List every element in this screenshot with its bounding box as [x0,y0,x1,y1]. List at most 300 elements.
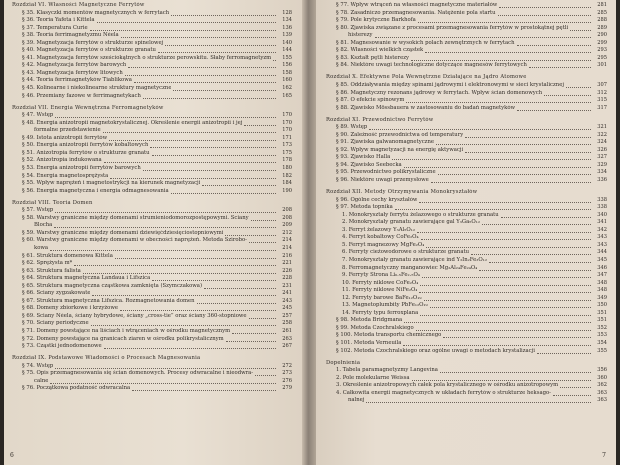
toc-entry [326,287,609,295]
toc-entry [12,313,294,321]
toc-page-number: 178 [282,157,292,164]
toc-page-number: 156 [282,62,292,69]
toc-page-number: 272 [282,362,292,369]
dot-leader [471,252,591,255]
toc-entry [12,142,294,150]
toc-entry [326,212,609,220]
toc-entry-title: § 52. Anizotropia indukowana [22,157,102,164]
toc-entry [326,105,609,113]
toc-entry [326,227,609,235]
toc-entry [12,55,294,63]
toc-entry [326,382,609,390]
dot-leader [392,157,591,160]
dot-leader [544,93,591,96]
toc-entry-title: § 90. Zależność przewodnictwa od temperatury [336,131,464,138]
toc-entry [12,207,294,215]
toc-page-number: 144 [282,47,292,54]
dot-leader [465,135,591,138]
toc-page-number: 295 [597,54,607,61]
toc-page-number: 162 [282,85,292,92]
dot-leader [165,43,276,46]
toc-entry [12,85,294,93]
toc-page-number: 258 [282,320,292,327]
dot-leader [249,240,276,243]
toc-page-number: 290 [597,32,607,39]
toc-entry [326,90,609,98]
dot-leader [420,313,591,316]
toc-page-number: 301 [597,62,607,69]
toc-entry [12,112,294,120]
toc-entry-title: § 93. Zjawisko Halla [336,154,391,161]
toc-entry-title: § 99. Metoda Czochralskiego [336,324,414,331]
dot-leader [418,20,591,23]
toc-entry [326,249,609,257]
dot-leader [97,20,276,23]
toc-page-number: 349 [597,294,607,301]
toc-entry [12,320,294,328]
toc-entry [12,253,294,261]
toc-entry [12,32,294,40]
toc-entry [326,97,609,105]
toc-entry [326,340,609,348]
toc-page-number: 173 [282,142,292,149]
chapter-title: Rozdział VIII. Teoria Domen [12,199,93,206]
toc-entry-title: § 35. Klasyczki momentów magnetycznych w ferrytach [22,9,170,16]
toc-entry [326,390,609,398]
toc-page-number: 299 [597,39,607,46]
dot-leader [517,43,591,46]
toc-page-number: 348 [597,279,607,286]
toc-entry-title: 7. Monokryształy granatu zawierające ind Y₃In₂Fe₃O₁₂ [342,257,487,263]
toc-page-number: 216 [282,252,292,259]
chapter-title: Rozdział VI. Własności Magnetyczne Ferrytów [12,2,145,8]
toc-entry [12,93,294,101]
toc-entry-title: § 102. Metoda Czochralskiego oraz ogólne uwagi o metodach krystalizacji [336,347,535,354]
toc-entry-title: nalnej [348,397,365,404]
dot-leader [171,191,276,194]
dot-leader [273,58,276,61]
chapter-title: Rozdział XII. Metody Otrzymywania Monokryształów [326,189,478,196]
toc-page-number: 243 [282,297,292,304]
dot-leader [204,286,276,289]
toc-entry [12,245,294,253]
toc-entry [326,10,609,18]
dot-leader [152,153,276,156]
toc-entry-title: § 87. O efekcie spinowym [336,97,405,104]
dot-leader [465,150,591,153]
toc-entry-title: § 75. Opis przemagnesowania się ścian domenowych. Procesy odwracalne i nieodwra- [22,370,254,377]
toc-page-number: 160 [282,77,292,84]
dot-leader [249,316,276,319]
dot-leader [420,283,591,286]
toc-entry [326,295,609,303]
dot-leader [202,183,276,186]
toc-entry [326,2,609,10]
toc-entry-title: § 64. Struktura magnetyczna Landaua i Lifszica [22,275,151,282]
dot-leader [443,335,591,338]
dot-leader [375,35,591,38]
toc-page-number: 285 [597,9,607,16]
dot-leader [158,50,276,53]
toc-entry-title: § 42. Magnetyzacja ferrytów barowych [22,62,127,69]
toc-entry [326,47,609,55]
page-number-left: 6 [10,452,14,459]
toc-entry [326,124,609,132]
dot-leader [120,308,276,311]
dot-leader [411,58,591,61]
toc-entry [326,332,609,340]
toc-page-number: 226 [282,267,292,274]
toc-page-number: 338 [597,204,607,211]
toc-entry-title: § 40. Magnetyzacja ferrytów o strukturze granatu [22,47,156,54]
toc-page-number: 170 [282,119,292,126]
toc-entry [12,10,294,18]
toc-page-number: 353 [597,332,607,339]
toc-entry [326,204,609,212]
toc-entry [326,25,609,33]
toc-entry [12,260,294,268]
toc-entry-title: § 85. Oddziaływania między spinami jądrowymi i elektronowymi w sieci krystalicznej [336,81,564,88]
toc-entry [326,348,609,356]
dot-leader [121,35,276,38]
toc-page-number: 281 [597,2,607,8]
toc-entry [12,215,294,223]
toc-page-number: 165 [282,92,292,99]
toc-entry [12,165,294,173]
toc-entry [326,62,609,70]
toc-entry-title: § 46. Przemiany fazowe w ferrimagnetykach [22,92,141,99]
dot-leader [125,73,276,76]
dot-leader [83,271,276,274]
toc-page-number: 208 [282,207,292,214]
chapter-heading [12,355,294,363]
toc-entry [326,154,609,162]
toc-entry-title: § 44. Teoria ferrimagnetyków Tiablikowa [22,77,132,84]
dot-leader [225,233,276,236]
toc-page-number: 261 [282,327,292,334]
toc-entry-title: 3. Ferryt żelazowy Y₃Al₅O₁₂ [342,226,415,233]
dot-leader [255,373,276,376]
toc-page-number: 334 [597,169,607,176]
toc-page-number: 214 [282,244,292,251]
dot-leader [110,176,276,179]
dot-leader [421,237,591,240]
toc-entry-title: § 91. Zjawiska galwanomagnetyczne [336,139,434,146]
toc-entry-title: § 81. Magnesowanie w wysokich polach zewnętrznych w ferrytach [336,39,515,46]
toc-entry [326,132,609,140]
toc-entry-title: § 58. Warstwy graniczne między domenami strumieniodomorozpostępowymi. Ściany [22,214,249,221]
chapter-title: Rozdział VII. Energia Wewnętrzna Ferromagnetyków [12,104,164,111]
toc-entry [12,222,294,230]
toc-entry [326,32,609,40]
dot-leader [55,366,276,369]
chapter-heading [12,105,294,113]
toc-page-number: 315 [597,97,607,104]
dot-leader [50,381,276,384]
dot-leader [115,256,276,259]
toc-entry-title: § 77. Wpływ wtrąceń na własności magnetyczne materiałów [336,2,498,8]
toc-page-number: 340 [597,211,607,218]
toc-entry-title: 13. Magnetoplumbity PbFe₁₂O₁₉ [342,302,428,309]
dot-leader [369,127,591,130]
toc-entry-title: § 63. Struktura falista [22,267,81,274]
toc-entry-title: 6. Ferryty cieżowodorowe o strukturze granatu [342,249,470,256]
toc-entry-title: § 97. Metoda topnika [336,204,393,211]
dot-leader [404,165,591,168]
chapter-heading [326,360,609,368]
toc-entry [326,40,609,48]
toc-page-number: 289 [597,24,607,31]
toc-entry-title: 12. Ferryty barowe BaFe₁₂O₁₉ [342,294,422,301]
toc-entry [12,275,294,283]
toc-entry-title: § 38. Teoria ferrimagnetyzmu Néela [22,32,119,39]
page-number-right: 7 [602,452,606,459]
toc-entry-title: § 83. Kształt pętli histerezy [336,54,409,61]
dot-leader [132,388,276,391]
toc-entry-title: § 61. Struktura domenowa Kittela [22,252,113,259]
toc-entry-title: § 51. Anizotropia ferrytów o strukturze granatu [22,149,150,156]
dot-leader [226,339,276,342]
dot-leader [128,65,276,68]
dot-leader [232,331,276,334]
toc-entry [326,234,609,242]
dot-leader [570,28,591,31]
toc-page-number: 362 [597,382,607,389]
toc-page-number: 317 [597,104,607,111]
toc-entry [326,265,609,273]
dot-leader [134,80,276,83]
toc-page-number: 356 [597,367,607,374]
toc-entry [326,162,609,170]
toc-entry-title: 2. Pole molekularne Weissa [336,374,410,381]
toc-entry-title: § 100. Metoda transportu chemicznego [336,332,442,339]
dot-leader [143,96,276,99]
toc-entry [326,219,609,227]
toc-page-number: 263 [282,335,292,342]
toc-page-number: 347 [597,272,607,279]
toc-page-number: 344 [597,249,607,256]
dot-leader [109,138,276,141]
chapter-title: Rozdział IX. Podstawowe Wiadomości o Procesach Magnesowania [12,355,201,362]
toc-page-number: 312 [597,89,607,96]
toc-entry-title: § 71. Domeny powstające na liściach i wtrąceniach w ośrodku magnetycznym [22,327,231,334]
dot-leader [173,88,276,91]
toc-entry [12,363,294,371]
toc-entry [12,25,294,33]
toc-entry-title: § 70. Ściany periodyczne [22,320,89,327]
chapter-title: Dopełnienia [326,359,361,366]
toc-entry-title: 8. Ferromagnetyczny manganowiec Mg₃Al₂₄Fe₂₄O₄ [342,264,478,271]
toc-entry-title: § 78. Zasadniczo przemagnesowania. Natężenie pola startu [336,9,496,16]
dot-leader [171,13,276,16]
toc-page-number: 324 [597,139,607,146]
toc-page-number: 182 [282,172,292,179]
toc-entry-title: § 50. Energia anizotropii ferrytów kobaltowych [22,142,149,149]
book-gutter [302,0,316,465]
toc-page-number: 352 [597,324,607,331]
dot-leader [92,293,276,296]
toc-entry-title: § 43. Magnetyzacja ferrytów litowych [22,69,123,76]
dot-leader [416,328,591,331]
toc-entry-title: § 47. Wstęp [22,112,54,119]
toc-entry-title: 9. Ferryty Strona Li₀.₅Fe₂.₅O₄ [342,272,420,279]
toc-entry-title: § 84. Niektóre uwagi technologiczne dotyczące magnesów ferrytowych [336,62,527,69]
toc-entry [326,257,609,265]
dot-leader [104,346,276,349]
right-page [316,0,616,465]
toc-page-number: 245 [282,305,292,312]
dot-leader [438,172,591,175]
toc-entry-title: § 86. Magnetyczny rezonans jądrowy w ferrytach. Wpływ ścian domenowych [336,89,543,96]
dot-leader [244,123,276,126]
dot-leader [152,278,276,281]
toc-entry [326,197,609,205]
toc-entry-title: § 94. Zjawisko Seebecka [336,161,402,168]
toc-page-number: 321 [597,124,607,131]
toc-page-number: 241 [282,290,292,297]
toc-page-number: 307 [597,81,607,88]
toc-entry-title: § 66. Ściany zygzakowate [22,290,91,297]
toc-entry-title: § 36. Teoria Yafeta i Kittela [22,17,95,24]
toc-page-number: 208 [282,214,292,221]
toc-page-number: 348 [597,287,607,294]
toc-entry-title: 1. Monokryształy ferrytu żelazowego o strukturze granatu [342,211,499,218]
toc-entry-title: 4. Całkowita energii magnetycznych w układach ferrytów o strukturze heksago- [336,389,551,396]
toc-entry [326,17,609,25]
dot-leader [50,248,276,251]
chapter-title: Rozdział X. Efektywne Pola Wewnętrzne Działające na Jądro Atomowe [326,74,527,81]
toc-page-number: 327 [597,154,607,161]
toc-page-number: 231 [282,282,292,289]
toc-left-column [12,2,294,393]
toc-entry-title: 5. Ferryt magnezowy MgFe₂O₄ [342,241,425,248]
toc-entry-title: calne [34,377,49,384]
dot-leader [553,393,591,396]
toc-page-number: 228 [282,275,292,282]
toc-entry [326,272,609,280]
toc-entry-title: § 53. Energia anizotropii ferrytów barowych [22,164,141,171]
dot-leader [419,200,591,203]
toc-page-number: 139 [282,32,292,39]
toc-entry [326,139,609,147]
dot-leader [104,160,276,163]
dot-leader [431,180,591,183]
toc-entry-title: § 37. Temperatura Curie [22,24,88,31]
toc-entry [12,150,294,158]
toc-entry-title: § 41. Magnetyzacja ferrytów sześciokątnych o strukturze perowskitu. Słaby ferromagnetyzm [22,54,272,61]
toc-entry-title: § 88. Zjawisko Mössbauera w zastosowaniu do badań magnetyków [336,104,516,111]
toc-entry-title: § 48. Energia anizotropii magnetokrystalicznej. Określenie energii anizotropii i jej [22,119,243,126]
dot-leader [499,5,591,8]
toc-entry-title: 4. Ferryt kobaltowy CoFe₂O₄ [342,234,419,241]
toc-page-number: 170 [282,112,292,119]
dot-leader [55,210,276,213]
toc-page-number: 155 [282,54,292,61]
toc-page-number: 190 [282,187,292,194]
toc-entry-title: § 89. Wstęp [336,124,368,131]
dot-leader [436,142,591,145]
toc-right-column [326,2,609,405]
dot-leader [197,301,276,304]
toc-page-number: 293 [597,47,607,54]
toc-page-number: 273 [282,370,292,377]
toc-page-number: 336 [597,177,607,184]
toc-page-number: 363 [597,389,607,396]
toc-page-number: 322 [597,131,607,138]
toc-entry [12,62,294,70]
chapter-title: Rozdział XI. Przewodnictwo Ferrytów [326,116,434,123]
toc-entry [12,385,294,393]
toc-entry-title: § 74. Wstęp [22,362,54,369]
toc-page-number: 134 [282,17,292,24]
toc-page-number: 276 [282,377,292,384]
dot-leader [501,215,591,218]
toc-entry [12,173,294,181]
dot-leader [404,320,591,323]
toc-page-number: 175 [282,149,292,156]
toc-entry [12,120,294,128]
toc-page-number: 343 [597,241,607,248]
toc-entry-title: Blocha [34,222,53,229]
toc-entry [326,147,609,155]
chapter-heading [326,189,609,197]
dot-leader [517,108,591,111]
dot-leader [103,130,276,133]
dot-leader [566,85,591,88]
toc-entry-title: § 98. Metoda Bridgmana [336,317,403,324]
toc-entry-title: 1. Tabela paramagnetyzmy Langevina [336,367,438,374]
toc-entry-title: § 49. Istota anizotropii ferrytów [22,134,108,141]
dot-leader [424,298,591,301]
toc-page-number: 279 [282,385,292,392]
toc-entry-title: § 62. Sprężysta m* [22,260,73,267]
dot-leader [417,230,591,233]
toc-page-number: 354 [597,340,607,347]
toc-entry [12,268,294,276]
dot-leader [150,145,276,148]
toc-entry [326,302,609,310]
toc-entry [326,375,609,383]
dot-leader [54,225,276,228]
toc-entry-title: § 79. Pole krytyczne Barkhofa [336,17,416,24]
toc-entry-title: § 68. Domeny zbiorkowe i krzyżowe [22,305,119,312]
toc-entry [326,177,609,185]
toc-entry-title: formalne przedstawienie [34,127,101,134]
toc-entry [12,135,294,143]
toc-entry-title: § 101. Metoda Verneuila [336,340,402,347]
dot-leader [403,343,591,346]
toc-entry-title: § 82. Własności wielkich cząstek [336,47,424,54]
toc-page-number: 338 [597,196,607,203]
dot-leader [90,28,276,31]
dot-leader [426,245,591,248]
dot-leader [482,222,591,225]
toc-entry-title: histerezy [348,32,373,39]
toc-entry-title: § 55. Wpływ naprężeń i magnetostrykcji na kierunek magnetyzacji [22,180,201,187]
toc-page-number: 184 [282,180,292,187]
toc-entry [326,280,609,288]
dot-leader [91,323,276,326]
toc-entry-title: 2. Monokryształy granatu zawierające gal Y₃Ga₅O₁₂ [342,219,480,226]
toc-entry-title: § 60. Warstwy graniczne między domenami w obecności naprężeń. Metoda Szirobo- [22,237,247,244]
toc-entry-title: § 45. Kolinearne i niekolinearne struktury magnetyczne [22,85,172,92]
toc-page-number: 180 [282,164,292,171]
toc-page-number: 346 [597,264,607,271]
toc-page-number: 140 [282,39,292,46]
toc-entry [326,367,609,375]
toc-entry [12,157,294,165]
toc-entry-title: § 69. Ściany Néela, ściany hybrydowe, ściany „cross-tie” oraz ściany 360-stopniowe [22,312,247,319]
